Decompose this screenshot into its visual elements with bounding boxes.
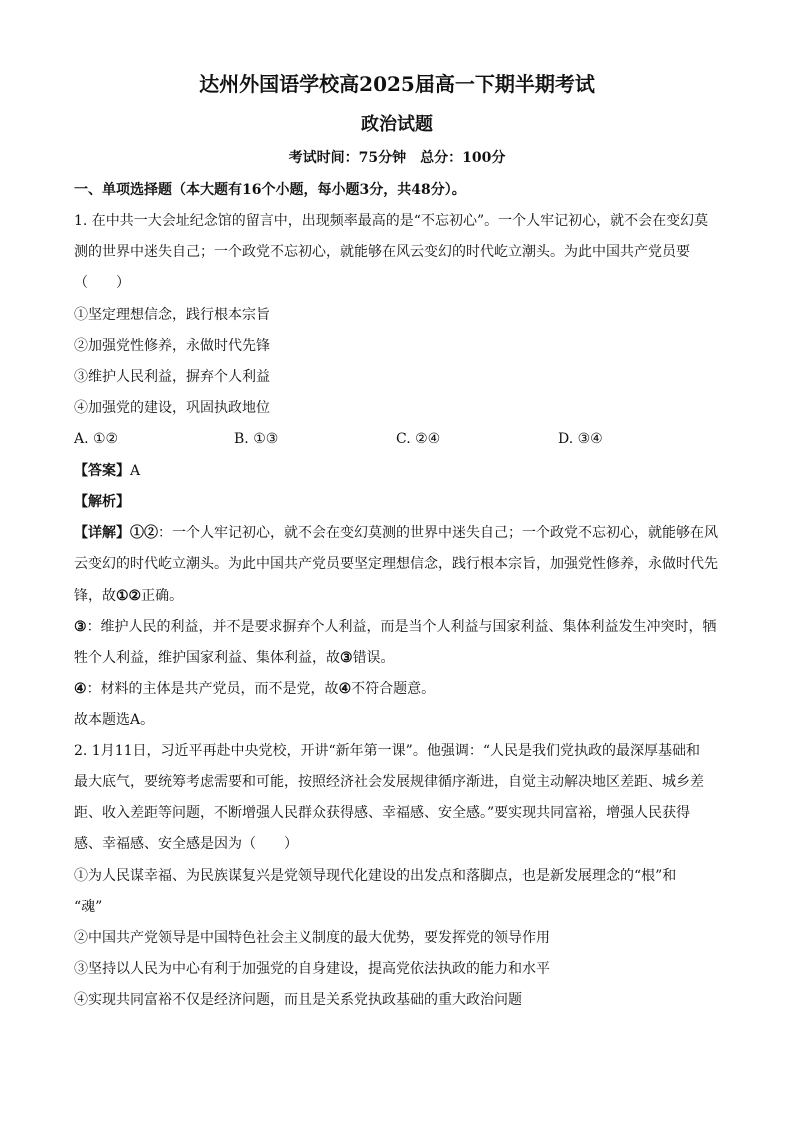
p3-text: 牲个人利益，维护国家利益、集体利益，故 [74,650,340,666]
q2-statement: ①为人民谋幸福、为民族谋复兴是党领导现代化建设的出发点和落脚点，也是新发展理念的“根”和 [74,868,677,884]
q1-statement: ④加强党的建设，巩固执政地位 [74,400,270,416]
q1-statement: ③维护人民利益，摒弃个人利益 [74,369,270,385]
q1-option-d: D. ③④ [558,431,603,447]
detail-lead: ①② [130,525,158,541]
q1-detail-3-line [74,648,395,668]
p4-ref: ④ [338,681,352,697]
p3-ref: ③ [340,650,353,666]
q1-statement: ②加强党性修养，永做时代先锋 [74,338,270,354]
q1-detail-4-line [74,679,435,699]
exam-info: 考试时间：75分钟 总分：100分 [288,150,506,166]
q2-statement: ④实现共同富裕不仅是经济问题，而且是关系党执政基础的重大政治问题 [74,992,522,1008]
q1-conclusion: 故本题选A。 [74,712,155,728]
q1-stem-line: （ ） [74,275,130,291]
answer-label: 【答案】 [74,463,130,479]
q2-stem-line: 距、收入差距等问题，不断增强人民群众获得感、幸福感、安全感。”要实现共同富裕，增强人民获得 [74,805,691,821]
exam-title: 达州外国语学校高2025届高一下期半期考试 [199,72,595,96]
p4-lead: ④ [74,681,87,697]
q1-option-c: C. ②④ [396,431,441,447]
p3-text: ：维护人民的利益，并不是要求摒弃个人利益，而是当个人利益与国家利益、集体利益发生冲突时，牺 [86,619,717,635]
q1-detail-line: 云变幻的时代屹立潮头。为此中国共产党员要坚定理想信念，践行根本宗旨，加强党性修养，永做时代先 [74,556,718,572]
answer-value: A [130,463,141,479]
q1-statement: ①坚定理想信念，践行根本宗旨 [74,307,270,323]
p3-end: 错误。 [352,650,395,666]
detail-label: 【详解】 [74,525,130,541]
q1-detail-line [74,523,718,543]
section-heading: 一、单项选择题（本大题有16个小题，每小题3分，共48分）。 [74,182,466,198]
subject-title: 政治试题 [361,114,433,135]
q1-detail-3-line [74,617,717,637]
detail-text: 锋，故 [74,588,116,604]
p3-lead: ③ [74,619,87,635]
p4-end: 不符合题意。 [351,681,436,697]
q2-statement: “魂” [74,899,103,915]
detail-end: 正确。 [141,588,184,604]
q1-detail-line [74,586,183,606]
q2-stem-line: 最大底气，要统筹考虑需要和可能，按照经济社会发展规律循序渐进，自觉主动解决地区差距、城乡差 [74,774,704,790]
q1-option-a: A. ①② [74,431,119,447]
q1-stem-line: 测的世界中迷失自己；一个政党不忘初心，就能够在风云变幻的时代屹立潮头。为此中国共产党员要 [74,244,690,260]
q2-stem-line: 2. 1月11日，习近平再赴中央党校，开讲“新年第一课”。他强调：“人民是我们党执政的最深厚基础和 [74,743,700,759]
analysis-label: 【解析】 [74,494,130,510]
detail-ref: ①② [116,588,142,604]
q1-option-b: B. ①③ [234,431,279,447]
p4-text: ：材料的主体是共产党员，而不是党，故 [86,681,339,697]
q2-stem-line: 感、幸福感、安全感是因为（ ） [74,836,298,852]
detail-text: ：一个人牢记初心，就不会在变幻莫测的世界中迷失自己；一个政党不忘初心，就能够在风 [158,525,718,541]
q2-statement: ③坚持以人民为中心有利于加强党的自身建设，提高党依法执政的能力和水平 [74,961,550,977]
q1-answer-line [74,461,140,481]
q1-stem-line: 1. 在中共一大会址纪念馆的留言中，出现频率最高的是“不忘初心”。一个人牢记初心，就不会在变幻莫 [74,213,709,229]
q2-statement: ②中国共产党领导是中国特色社会主义制度的最大优势，要发挥党的领导作用 [74,930,550,946]
